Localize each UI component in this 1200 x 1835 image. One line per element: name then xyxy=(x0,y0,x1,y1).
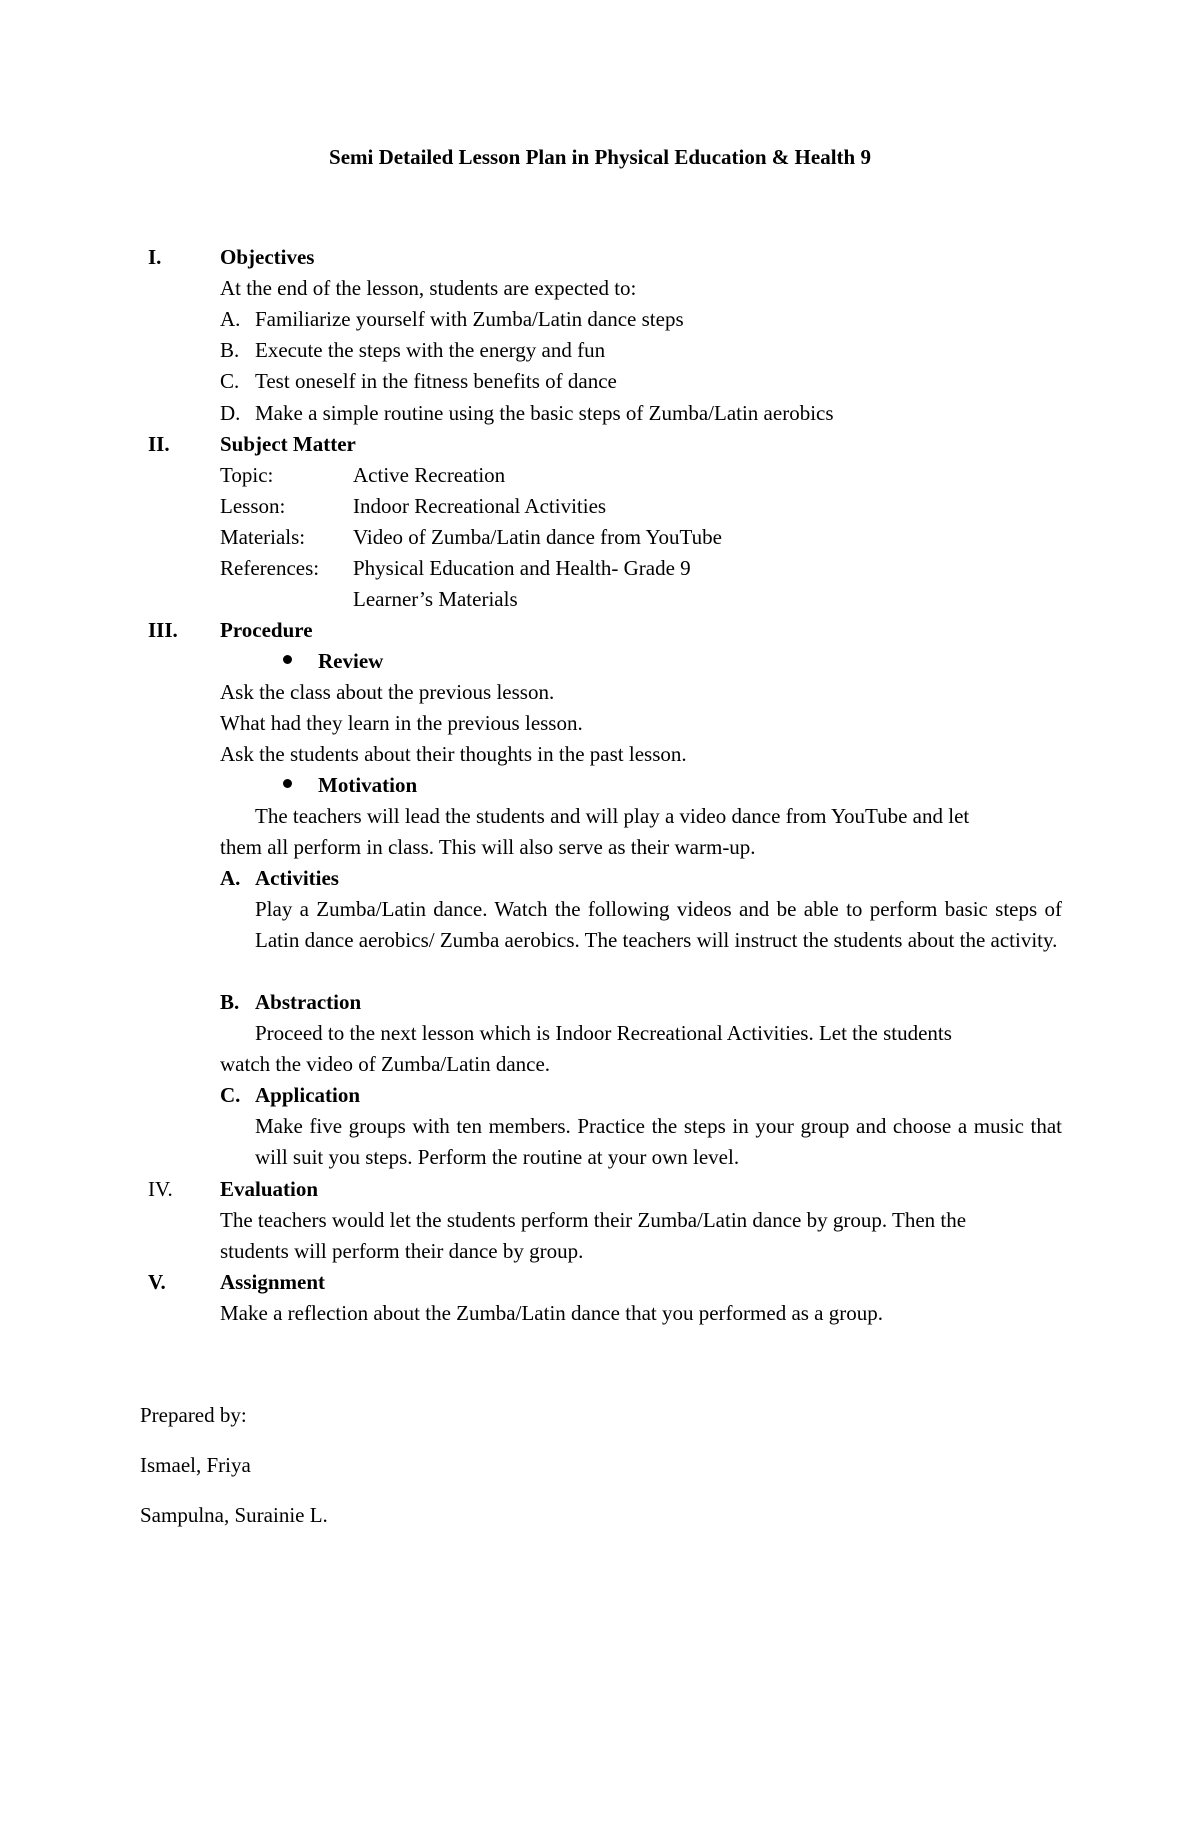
objective-letter: A. xyxy=(220,307,241,331)
review-bullet xyxy=(283,655,292,664)
subject-value-references-cont: Learner’s Materials xyxy=(353,587,518,611)
review-heading: Review xyxy=(318,649,384,673)
objective-letter: D. xyxy=(220,401,241,425)
subject-value-materials: Video of Zumba/Latin dance from YouTube xyxy=(353,525,722,549)
motivation-line: them all perform in class. This will also serve as their warm-up. xyxy=(220,835,756,859)
abstraction-letter: B. xyxy=(220,990,240,1014)
evaluation-heading: Evaluation xyxy=(220,1177,319,1201)
subject-label-references: References: xyxy=(220,556,320,580)
procedure-numeral: III. xyxy=(148,618,178,642)
subject-matter-numeral: II. xyxy=(148,432,170,456)
objectives-heading: Objectives xyxy=(220,245,315,269)
abstraction-heading: Abstraction xyxy=(255,990,362,1014)
subject-value-topic: Active Recreation xyxy=(353,463,506,487)
activities-letter: A. xyxy=(220,866,241,890)
application-letter: C. xyxy=(220,1083,241,1107)
review-line: What had they learn in the previous lesson. xyxy=(220,711,583,735)
motivation-line: The teachers will lead the students and will play a video dance from YouTube and let xyxy=(255,804,970,828)
objective-letter: B. xyxy=(220,338,240,362)
application-heading: Application xyxy=(255,1083,361,1107)
objectives-numeral: I. xyxy=(148,245,162,269)
assignment-numeral: V. xyxy=(148,1270,166,1294)
objective-text: Test oneself in the fitness benefits of dance xyxy=(255,369,617,393)
preparer-name: Sampulna, Surainie L. xyxy=(140,1503,328,1527)
motivation-bullet xyxy=(283,779,292,788)
activities-text: Play a Zumba/Latin dance. Watch the following videos and be able to perform basic steps of Latin dance aerobics/ Zumba aerobics. The teachers will instruct the students about the activity. xyxy=(255,897,1062,952)
motivation-heading: Motivation xyxy=(318,773,418,797)
objective-text: Execute the steps with the energy and fun xyxy=(255,338,606,362)
evaluation-numeral: IV. xyxy=(148,1177,173,1201)
evaluation-line: students will perform their dance by group. xyxy=(220,1239,584,1263)
abstraction-line: watch the video of Zumba/Latin dance. xyxy=(220,1052,551,1076)
activities-heading: Activities xyxy=(255,866,339,890)
subject-label-topic: Topic: xyxy=(220,463,274,487)
subject-matter-heading: Subject Matter xyxy=(220,432,356,456)
subject-label-materials: Materials: xyxy=(220,525,306,549)
subject-value-references: Physical Education and Health- Grade 9 xyxy=(353,556,691,580)
evaluation-line: The teachers would let the students perform their Zumba/Latin dance by group. Then the xyxy=(220,1208,967,1232)
objective-text: Familiarize yourself with Zumba/Latin dance steps xyxy=(255,307,684,331)
assignment-heading: Assignment xyxy=(220,1270,326,1294)
abstraction-line: Proceed to the next lesson which is Indoor Recreational Activities. Let the students xyxy=(255,1021,952,1045)
review-line: Ask the class about the previous lesson. xyxy=(220,680,555,704)
review-line: Ask the students about their thoughts in the past lesson. xyxy=(220,742,687,766)
subject-label-lesson: Lesson: xyxy=(220,494,286,518)
objective-text: Make a simple routine using the basic steps of Zumba/Latin aerobics xyxy=(255,401,834,425)
prepared-by-label: Prepared by: xyxy=(140,1403,247,1427)
assignment-text: Make a reflection about the Zumba/Latin dance that you performed as a group. xyxy=(220,1301,883,1325)
application-text: Make five groups with ten members. Practice the steps in your group and choose a music that will suit you steps. Perform the routine at your own level. xyxy=(255,1114,1062,1169)
objectives-intro: At the end of the lesson, students are expected to: xyxy=(220,276,637,300)
objective-letter: C. xyxy=(220,369,240,393)
procedure-heading: Procedure xyxy=(220,618,313,642)
preparer-name: Ismael, Friya xyxy=(140,1453,251,1477)
subject-value-lesson: Indoor Recreational Activities xyxy=(353,494,607,518)
document-title: Semi Detailed Lesson Plan in Physical Education & Health 9 xyxy=(329,145,871,169)
